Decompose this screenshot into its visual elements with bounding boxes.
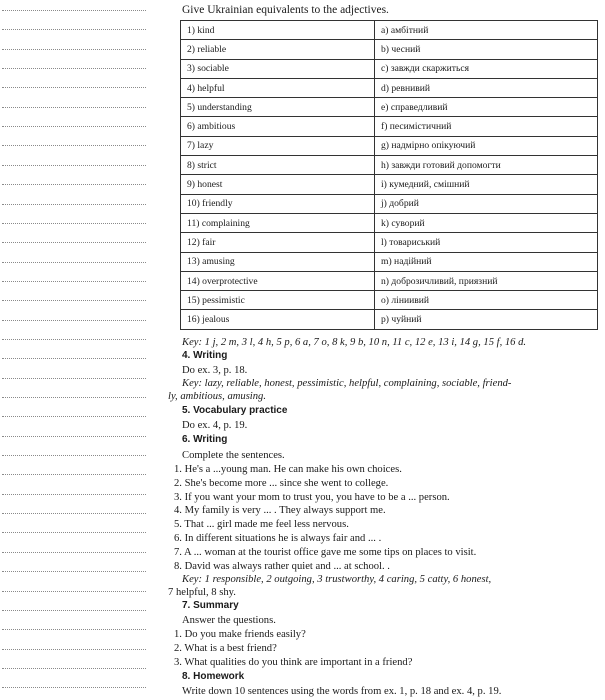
ukrainian-equivalent-cell: a) амбітний <box>375 21 598 40</box>
english-adjective-cell: 10) friendly <box>181 194 375 213</box>
ukrainian-equivalent-cell: g) надмірно опікуючий <box>375 136 598 155</box>
answer-key: Key: 1 responsible, 2 outgoing, 3 trustworthy, 4 caring, 5 catty, 6 honest, <box>182 574 492 585</box>
note-line <box>2 339 146 340</box>
table-row <box>181 136 598 155</box>
note-line <box>2 320 146 321</box>
note-line <box>2 126 146 127</box>
table-row <box>181 175 598 194</box>
english-adjective-cell: 4) helpful <box>181 78 375 97</box>
ukrainian-equivalent-cell: b) чесний <box>375 40 598 59</box>
english-adjective-cell: 11) complaining <box>181 213 375 232</box>
sentence-item: 7. A ... woman at the tourist office gave me some tips on places to visit. <box>174 546 477 558</box>
table-row <box>181 21 598 40</box>
note-line <box>2 68 146 69</box>
english-adjective-cell: 9) honest <box>181 175 375 194</box>
ukrainian-equivalent-cell: m) надійний <box>375 252 598 271</box>
adjectives-table <box>180 20 598 330</box>
table-row <box>181 156 598 175</box>
note-line <box>2 436 146 437</box>
sentence-item: 4. My family is very ... . They always support me. <box>174 505 386 517</box>
answer-key-continued: ly, ambitious, amusing. <box>168 391 266 402</box>
note-line <box>2 300 146 301</box>
english-adjective-cell: 2) reliable <box>181 40 375 59</box>
task-text: Do ex. 3, p. 18. <box>182 365 248 376</box>
english-adjective-cell: 15) pessimistic <box>181 291 375 310</box>
note-line <box>2 494 146 495</box>
sentence-item: 5. That ... girl made me feel less nervous. <box>174 519 349 531</box>
ukrainian-equivalent-cell: l) товариський <box>375 233 598 252</box>
note-line <box>2 165 146 166</box>
table-row <box>181 310 598 329</box>
table-row <box>181 98 598 117</box>
sentence-item: 8. David was always rather quiet and ... at school. . <box>174 560 390 572</box>
note-line <box>2 29 146 30</box>
ukrainian-equivalent-cell: h) завжди готовий допомогти <box>375 156 598 175</box>
sentence-item: 1. He's a ...young man. He can make his own choices. <box>174 464 402 475</box>
note-line <box>2 610 146 611</box>
note-line <box>2 687 146 688</box>
ukrainian-equivalent-cell: e) справедливий <box>375 98 598 117</box>
answer-key: Key: 1 j, 2 m, 3 l, 4 h, 5 p, 6 a, 7 o, 8 k, 9 b, 10 n, 11 c, 12 e, 13 i, 14 g, 15 f, 16 d. <box>182 337 527 348</box>
note-line <box>2 474 146 475</box>
question-item: 2. What is a best friend? <box>174 643 277 654</box>
english-adjective-cell: 16) jealous <box>181 310 375 329</box>
section-heading: 6. Writing <box>182 434 228 445</box>
note-line <box>2 629 146 630</box>
sentence-item: 3. If you want your mom to trust you, you have to be a ... person. <box>174 491 450 503</box>
note-line <box>2 513 146 514</box>
note-line <box>2 145 146 146</box>
ukrainian-equivalent-cell: p) чуйний <box>375 310 598 329</box>
worksheet-content <box>170 0 600 700</box>
english-adjective-cell: 1) kind <box>181 21 375 40</box>
note-line <box>2 49 146 50</box>
note-line <box>2 668 146 669</box>
note-line <box>2 10 146 11</box>
note-line <box>2 204 146 205</box>
note-line <box>2 87 146 88</box>
notes-margin <box>0 0 150 700</box>
note-line <box>2 281 146 282</box>
english-adjective-cell: 12) fair <box>181 233 375 252</box>
sentence-item: 6. In different situations he is always fair and ... . <box>174 533 382 544</box>
note-line <box>2 378 146 379</box>
note-line <box>2 223 146 224</box>
ukrainian-equivalent-cell: f) песимістичний <box>375 117 598 136</box>
note-line <box>2 552 146 553</box>
note-line <box>2 107 146 108</box>
ukrainian-equivalent-cell: d) ревнивий <box>375 78 598 97</box>
english-adjective-cell: 7) lazy <box>181 136 375 155</box>
table-row <box>181 271 598 290</box>
note-line <box>2 416 146 417</box>
ukrainian-equivalent-cell: j) добрий <box>375 194 598 213</box>
question-item: 3. What qualities do you think are important in a friend? <box>174 657 413 668</box>
table-row <box>181 40 598 59</box>
task-text: Do ex. 4, p. 19. <box>182 420 248 431</box>
ukrainian-equivalent-cell: c) завжди скаржиться <box>375 59 598 78</box>
task-text: Complete the sentences. <box>182 450 285 461</box>
table-row <box>181 252 598 271</box>
section-heading: 5. Vocabulary practice <box>182 405 288 416</box>
table-row <box>181 117 598 136</box>
answer-key-continued: 7 helpful, 8 shy. <box>168 587 236 598</box>
note-line <box>2 397 146 398</box>
note-line <box>2 262 146 263</box>
note-line <box>2 455 146 456</box>
note-line <box>2 591 146 592</box>
answer-key: Key: lazy, reliable, honest, pessimistic, helpful, complaining, sociable, friend- <box>182 378 512 389</box>
note-line <box>2 242 146 243</box>
note-line <box>2 571 146 572</box>
ukrainian-equivalent-cell: k) суворий <box>375 213 598 232</box>
section-heading: 8. Homework <box>182 671 245 682</box>
english-adjective-cell: 13) amusing <box>181 252 375 271</box>
note-line <box>2 532 146 533</box>
section-heading: 4. Writing <box>182 350 228 361</box>
ukrainian-equivalent-cell: i) кумедний, смішний <box>375 175 598 194</box>
english-adjective-cell: 14) overprotective <box>181 271 375 290</box>
note-line <box>2 649 146 650</box>
task-text: Write down 10 sentences using the words from ex. 1, p. 18 and ex. 4, p. 19. <box>182 686 502 697</box>
english-adjective-cell: 6) ambitious <box>181 117 375 136</box>
table-row <box>181 291 598 310</box>
ukrainian-equivalent-cell: o) ліниивий <box>375 291 598 310</box>
section-heading: 7. Summary <box>182 600 239 611</box>
table-row <box>181 233 598 252</box>
sentence-item: 2. She's become more ... since she went to college. <box>174 477 389 489</box>
english-adjective-cell: 8) strict <box>181 156 375 175</box>
english-adjective-cell: 5) understanding <box>181 98 375 117</box>
question-item: 1. Do you make friends easily? <box>174 629 306 640</box>
exercise-instruction: Give Ukrainian equivalents to the adjectives. <box>182 4 389 16</box>
table-row <box>181 78 598 97</box>
note-line <box>2 358 146 359</box>
table-row <box>181 59 598 78</box>
table-row <box>181 213 598 232</box>
english-adjective-cell: 3) sociable <box>181 59 375 78</box>
ukrainian-equivalent-cell: n) доброзичливий, приязний <box>375 271 598 290</box>
task-text: Answer the questions. <box>182 615 276 626</box>
note-line <box>2 184 146 185</box>
table-row <box>181 194 598 213</box>
